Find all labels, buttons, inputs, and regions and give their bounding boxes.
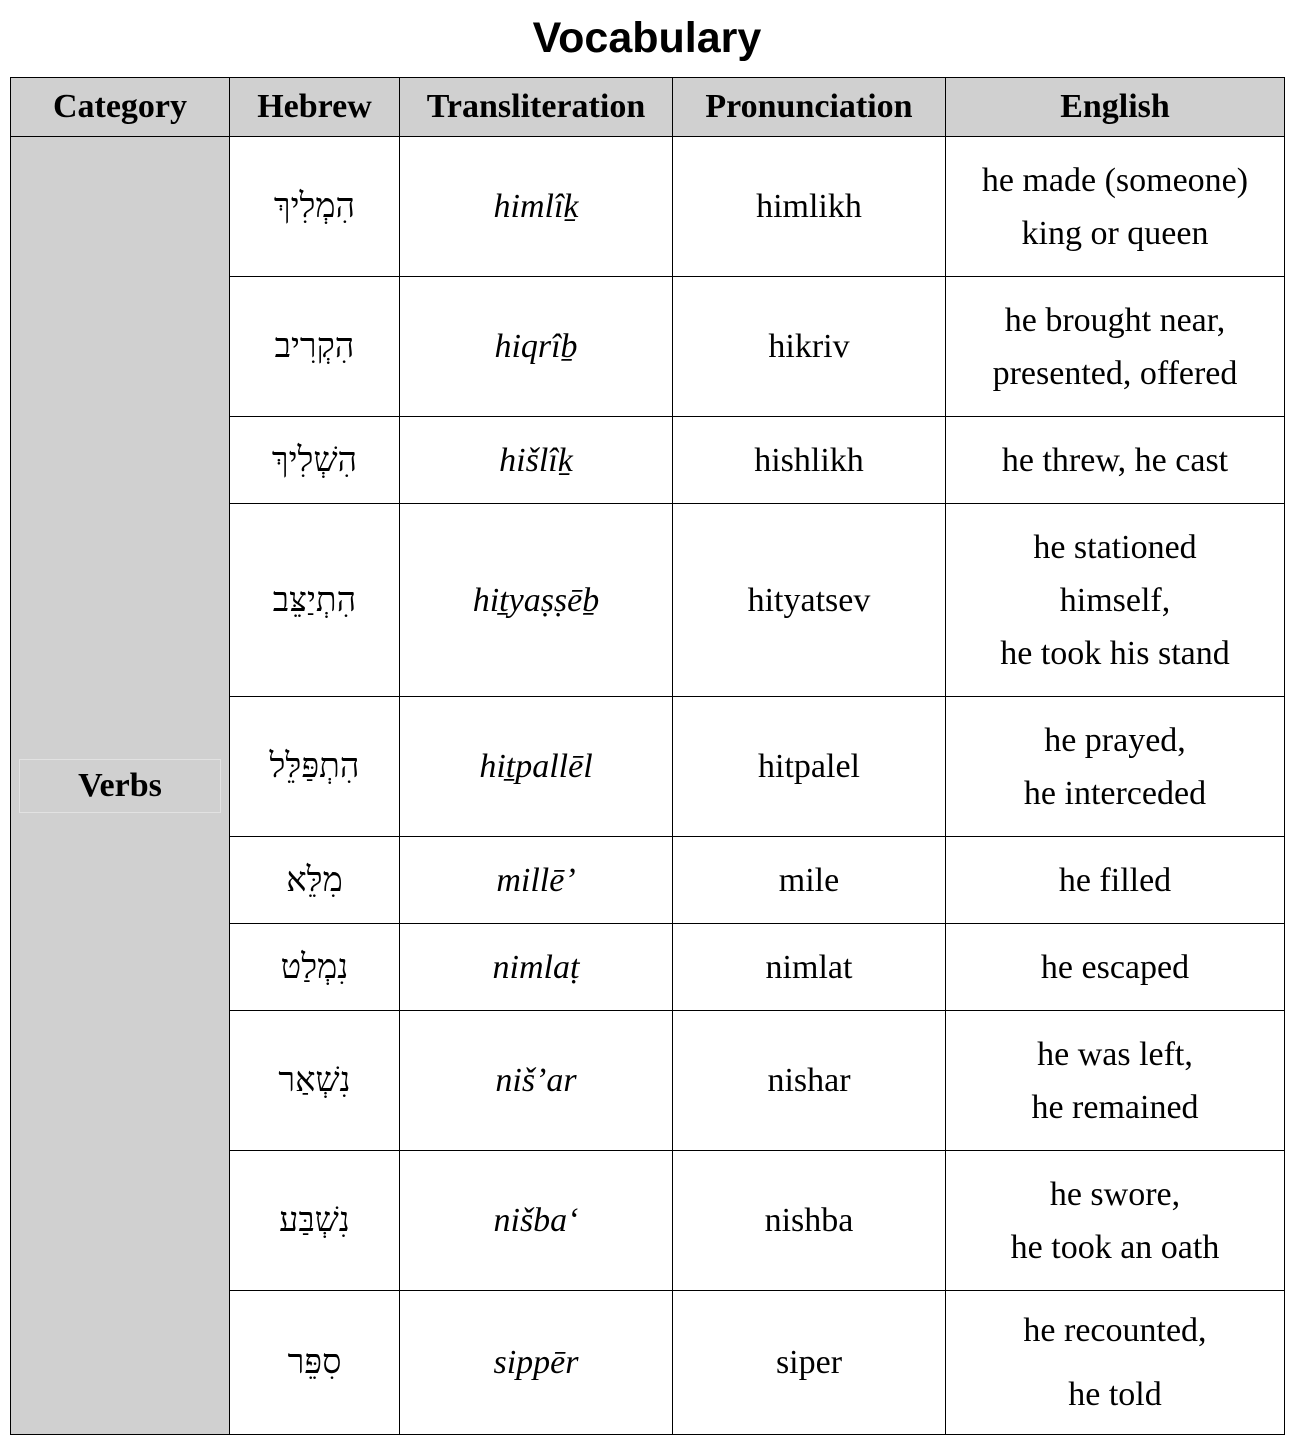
english-meaning — [946, 924, 1285, 1011]
table-row — [11, 137, 1285, 277]
transliteration: nišʼar — [400, 1011, 673, 1151]
hebrew-word: סִפֵּר — [230, 1291, 400, 1435]
category-cell — [11, 137, 230, 1435]
transliteration: hiṯpallēl — [400, 697, 673, 837]
page-title: Vocabulary — [532, 14, 762, 62]
transliteration: hišlîḵ — [400, 417, 673, 504]
english-meaning — [946, 1151, 1285, 1291]
column-header-category: Category — [11, 78, 230, 137]
hebrew-word: נִשְׁבַּע — [230, 1151, 400, 1291]
hebrew-word: נִשְׁאַר — [230, 1011, 400, 1151]
english-line: he stationed — [1033, 528, 1197, 566]
english-line: he filled — [1058, 861, 1172, 899]
transliteration: nimlaṭ — [400, 924, 673, 1011]
english-line: he escaped — [1040, 948, 1190, 986]
transliteration: millēʼ — [400, 837, 673, 924]
english-line: he made (someone) — [981, 161, 1249, 199]
english-line: he interceded — [1023, 774, 1207, 812]
hebrew-word: הִשְׁלִיךְ — [230, 417, 400, 504]
pronunciation: nishba — [673, 1151, 946, 1291]
hebrew-word: נִמְלַט — [230, 924, 400, 1011]
english-line: he swore, — [1049, 1175, 1181, 1213]
pronunciation: hitpalel — [673, 697, 946, 837]
english-line: king or queen — [1021, 214, 1209, 252]
pronunciation: hishlikh — [673, 417, 946, 504]
hebrew-word: הִתְפַּלֵּל — [230, 697, 400, 837]
english-line: he took his stand — [1000, 634, 1230, 672]
pronunciation: nimlat — [673, 924, 946, 1011]
column-header-english: English — [946, 78, 1285, 137]
english-line: he was left, — [1037, 1035, 1193, 1073]
table-body — [11, 137, 1285, 1435]
header-row — [11, 78, 1285, 137]
pronunciation: himlikh — [673, 137, 946, 277]
transliteration: himlîḵ — [400, 137, 673, 277]
english-line: he prayed, — [1044, 721, 1186, 759]
transliteration: hiṯyaṣṣēḇ — [400, 504, 673, 697]
english-line: he remained — [1031, 1088, 1199, 1126]
pronunciation: hikriv — [673, 277, 946, 417]
hebrew-word: הִקְרִיב — [230, 277, 400, 417]
column-header-hebrew: Hebrew — [230, 78, 400, 137]
english-meaning — [946, 837, 1285, 924]
english-meaning — [946, 1291, 1285, 1435]
english-line: he told — [1068, 1375, 1162, 1413]
english-meaning — [946, 504, 1285, 697]
english-line: he threw, he cast — [1001, 441, 1229, 479]
english-meaning — [946, 277, 1285, 417]
english-line: he recounted, — [1023, 1311, 1207, 1349]
transliteration: nišbaʻ — [400, 1151, 673, 1291]
pronunciation: hityatsev — [673, 504, 946, 697]
english-line: presented, offered — [992, 354, 1238, 392]
column-header-transliteration: Transliteration — [400, 78, 673, 137]
english-meaning — [946, 137, 1285, 277]
hebrew-word: הִמְלִיךְ — [230, 137, 400, 277]
english-line: himself, — [1059, 581, 1171, 619]
transliteration: sippēr — [400, 1291, 673, 1435]
category-label: Verbs — [19, 759, 221, 813]
hebrew-word: מִלֵּא — [230, 837, 400, 924]
pronunciation: mile — [673, 837, 946, 924]
column-header-pronunciation: Pronunciation — [673, 78, 946, 137]
english-meaning — [946, 417, 1285, 504]
pronunciation: nishar — [673, 1011, 946, 1151]
english-meaning — [946, 1011, 1285, 1151]
english-meaning — [946, 697, 1285, 837]
vocabulary-table — [10, 77, 1285, 1435]
table-header — [11, 78, 1285, 137]
transliteration: hiqrîḇ — [400, 277, 673, 417]
english-line: he brought near, — [1004, 301, 1226, 339]
english-line: he took an oath — [1010, 1228, 1220, 1266]
pronunciation: siper — [673, 1291, 946, 1435]
hebrew-word: הִתְיַצֵּב — [230, 504, 400, 697]
